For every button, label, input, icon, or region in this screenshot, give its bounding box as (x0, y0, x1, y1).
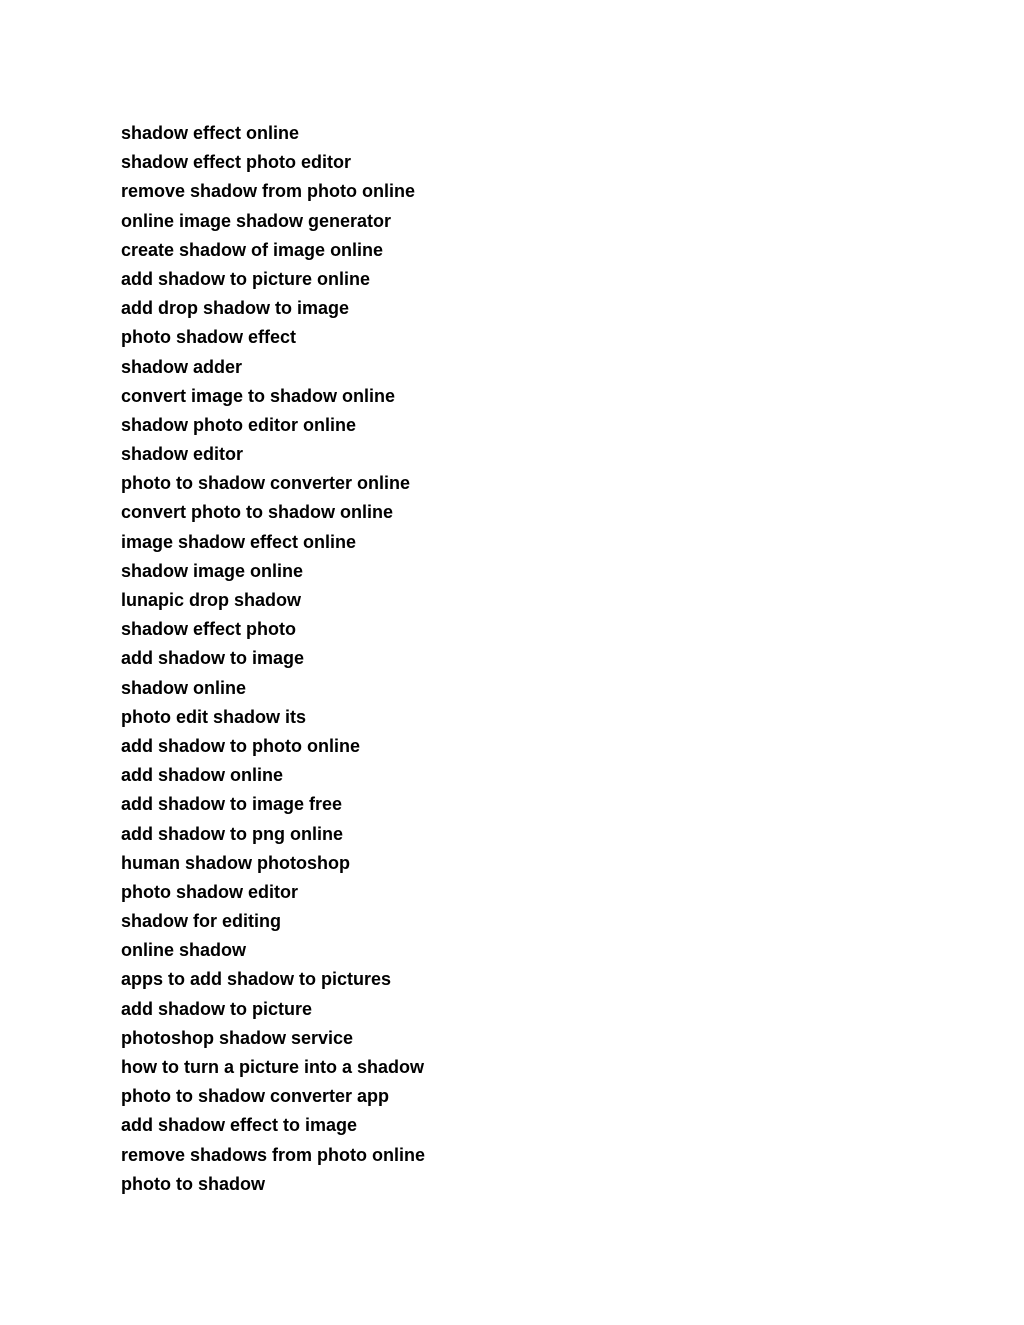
keyword-line: photo to shadow converter app (121, 1086, 390, 1107)
keyword-line: shadow image online (121, 560, 304, 581)
keyword-line: shadow effect online (121, 123, 300, 143)
keyword-line: human shadow photoshop (121, 852, 350, 873)
keyword-line: add shadow effect to image (121, 1115, 358, 1136)
keyword-line: create shadow of image online (121, 239, 384, 260)
keyword-line: shadow adder (121, 356, 243, 377)
keyword-line: shadow editor (121, 444, 244, 465)
keyword-line: photo shadow editor (121, 881, 298, 902)
keyword-line: photoshop shadow service (121, 1027, 354, 1048)
keyword-line: online image shadow generator (121, 210, 392, 231)
keyword-line: add shadow to photo online (121, 735, 360, 756)
keyword-line: add shadow to image free (121, 794, 343, 815)
keyword-line: image shadow effect online (121, 531, 357, 552)
keyword-line: add shadow online (121, 765, 284, 786)
keyword-line: apps to add shadow to pictures (121, 969, 392, 990)
keyword-line: shadow for editing (121, 911, 281, 932)
keyword-line: add shadow to png online (121, 823, 343, 844)
keyword-line: add shadow to picture (121, 998, 313, 1019)
keyword-line: remove shadow from photo online (121, 181, 416, 202)
keyword-line: remove shadows from photo online (121, 1144, 426, 1165)
keyword-line: shadow photo editor online (121, 414, 356, 435)
keyword-line: shadow online (121, 677, 247, 698)
keyword-line: lunapic drop shadow (121, 590, 302, 610)
keyword-line: shadow effect photo editor (121, 152, 352, 173)
keyword-line: online shadow (121, 940, 247, 961)
keyword-line: photo shadow effect (121, 327, 296, 348)
keyword-line: photo to shadow (121, 1173, 265, 1194)
keyword-line: convert photo to shadow online (121, 502, 393, 523)
keyword-line: convert image to shadow online (121, 385, 396, 406)
keyword-line: how to turn a picture into a shadow (121, 1057, 425, 1077)
keyword-line: add shadow to image (121, 648, 305, 669)
keyword-line: photo edit shadow its (121, 706, 306, 727)
keyword-list (121, 119, 425, 1199)
keyword-line: photo to shadow converter online (121, 473, 411, 494)
keyword-line: add shadow to picture online (121, 268, 371, 289)
keyword-line: shadow effect photo (121, 619, 296, 640)
keyword-line: add drop shadow to image (121, 298, 350, 319)
